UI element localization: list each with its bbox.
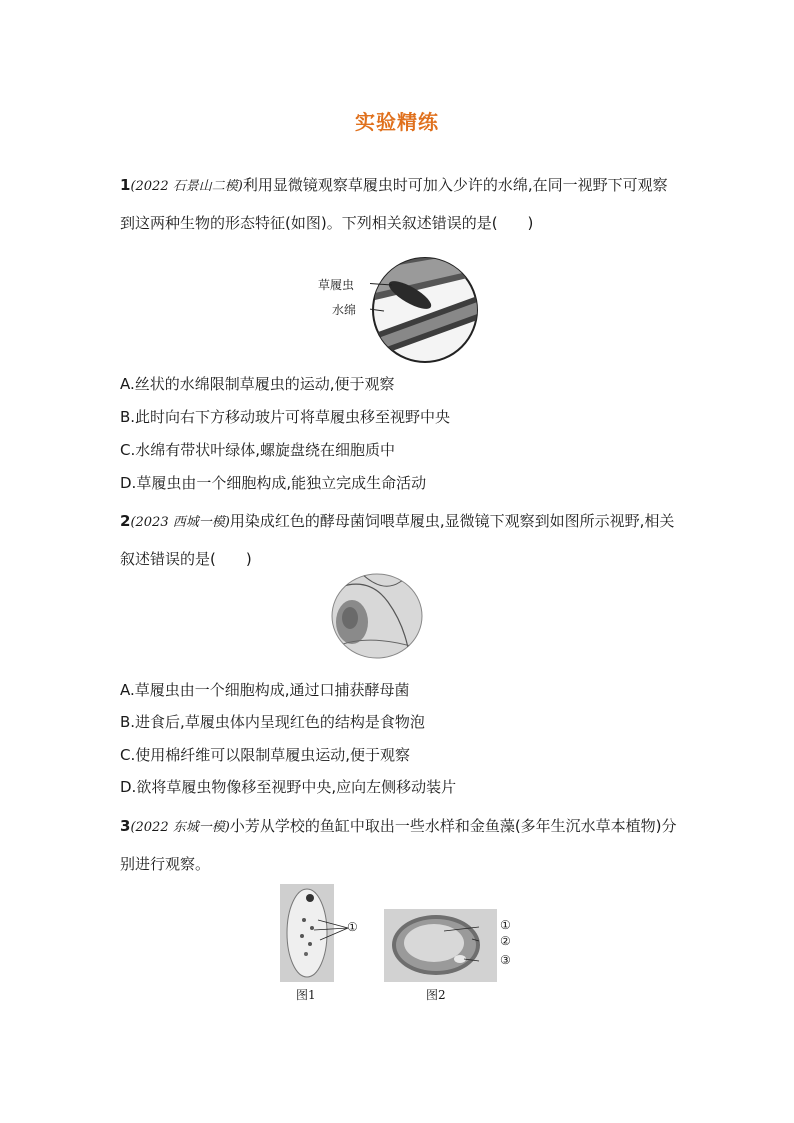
- figure-label-spirogyra: 水绵: [332, 303, 357, 317]
- figure-label-paramecium: 草履虫: [318, 278, 355, 292]
- figure-2-marker-2: ②: [500, 934, 511, 948]
- question-source: (2023 西城一模): [130, 515, 230, 530]
- figure-2-caption: 图2: [426, 988, 446, 1002]
- question-2: [120, 503, 680, 578]
- figure-2-image: [384, 909, 497, 982]
- q2-option-a: A.草履虫由一个细胞构成,通过口捕获酵母菌: [120, 681, 410, 699]
- question-1: [120, 167, 680, 242]
- q1-option-b: B.此时向右下方移动玻片可将草履虫移至视野中央: [120, 408, 451, 426]
- question-stem: 小芳从学校的鱼缸中取出一些水样和金鱼藻(多年生沉水草本植物)分别进行观察。: [120, 817, 677, 873]
- q2-option-b: B.进食后,草履虫体内呈现红色的结构是食物泡: [120, 713, 425, 731]
- figure-1-marker: ①: [347, 920, 358, 934]
- page-title: 实验精练: [355, 110, 439, 134]
- question-number: 2: [120, 512, 131, 530]
- q2-option-d: D.欲将草履虫物像移至视野中央,应向左侧移动装片: [120, 778, 457, 796]
- q1-option-a: A.丝状的水绵限制草履虫的运动,便于观察: [120, 375, 395, 393]
- q1-option-c: C.水绵有带状叶绿体,螺旋盘绕在细胞质中: [120, 441, 396, 459]
- q1-option-d: D.草履虫由一个细胞构成,能独立完成生命活动: [120, 474, 427, 492]
- figure-2-marker-3: ③: [500, 953, 511, 967]
- microscope-view-image: [370, 255, 480, 365]
- microscope-view-image: [330, 572, 424, 660]
- question-stem: 利用显微镜观察草履虫时可加入少许的水绵,在同一视野下可观察到这两种生物的形态特征(如图)。下列相关叙述错误的是( ): [120, 176, 668, 232]
- question-number: 1: [120, 176, 131, 194]
- figure-1-pointer-lines: [310, 916, 350, 946]
- question-source: (2022 东城一模): [130, 820, 230, 835]
- question-number: 3: [120, 817, 131, 835]
- question-stem: 用染成红色的酵母菌饲喂草履虫,显微镜下观察到如图所示视野,相关叙述错误的是( ): [120, 512, 675, 568]
- question-3: [120, 808, 680, 883]
- question-source: (2022 石景山二模): [130, 179, 243, 194]
- figure-1-caption: 图1: [296, 988, 316, 1002]
- figure-2-marker-1: ①: [500, 918, 511, 932]
- q2-option-c: C.使用棉纤维可以限制草履虫运动,便于观察: [120, 746, 411, 764]
